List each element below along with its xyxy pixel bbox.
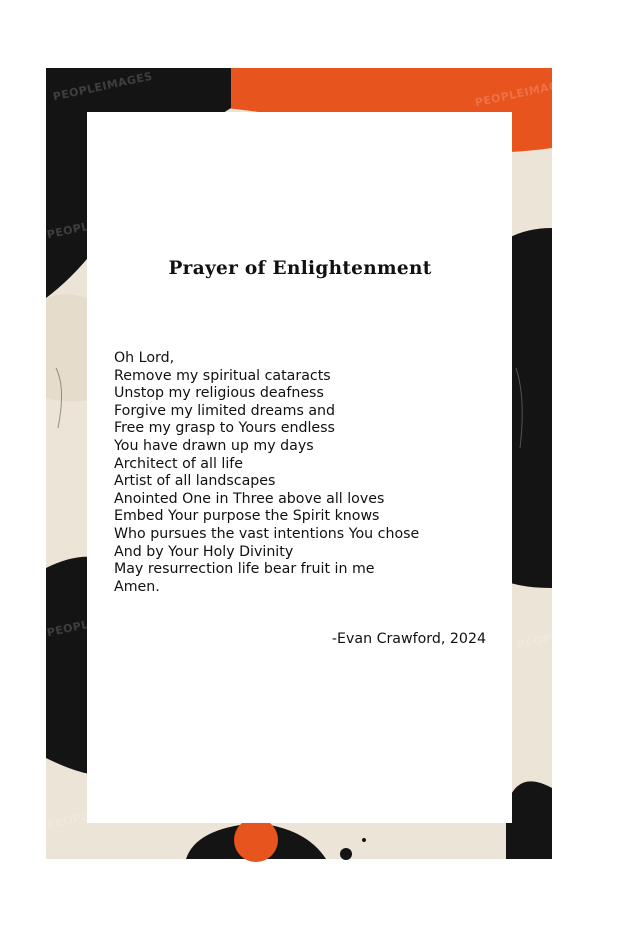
watermark: PEOPLEIMAGES (473, 75, 576, 110)
orange-circle (234, 818, 278, 862)
poem-body (114, 350, 419, 596)
poem-line: Free my grasp to Yours endless (114, 420, 335, 437)
poem-line: Remove my spiritual cataracts (114, 367, 331, 384)
author-signature: -Evan Crawford, 2024 (331, 631, 486, 647)
document-title: Prayer of Enlightenment (168, 258, 432, 279)
watermark: PEOPLEIMAGES (51, 69, 154, 104)
poem-line: Amen. (114, 578, 160, 595)
poem-line: Who pursues the vast intentions You chose (114, 525, 420, 542)
poem-line: You have drawn up my days (114, 437, 314, 454)
poem-line: May resurrection life bear fruit in me (114, 561, 375, 578)
poem-line: Architect of all life (114, 455, 244, 472)
poem-line: Forgive my limited dreams and (114, 402, 336, 419)
watermark: PEOPLEIMAGES (515, 617, 618, 652)
poem-line: And by Your Holy Divinity (114, 543, 294, 560)
poem-line: Unstop my religious deafness (114, 385, 324, 402)
poem-line: Anointed One in Three above all loves (114, 490, 385, 507)
poem-line: Artist of all landscapes (114, 473, 276, 490)
poem-line: Oh Lord, (114, 350, 175, 366)
poem-line: Embed Your purpose the Spirit knows (114, 508, 380, 525)
